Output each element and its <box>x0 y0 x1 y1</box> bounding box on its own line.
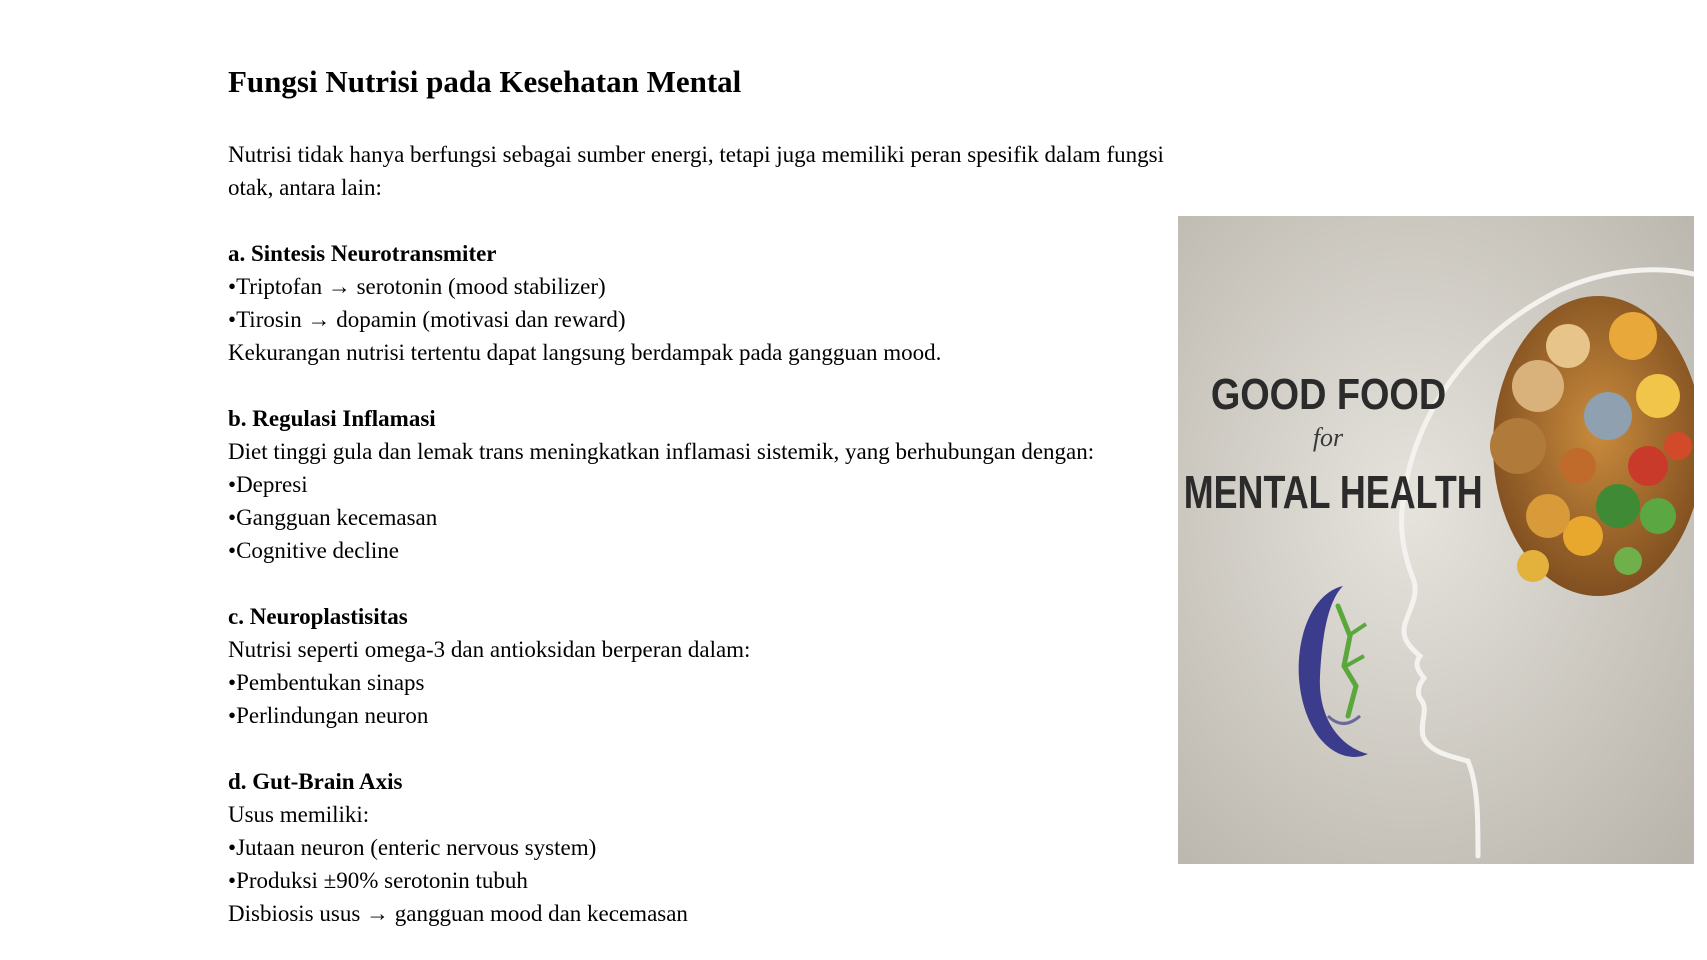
bullet-item: •Jutaan neuron (enteric nervous system) <box>228 831 1188 864</box>
bullet-icon: • <box>228 703 237 728</box>
section-note: Disbiosis usus → gangguan mood dan kecemasan <box>228 901 688 926</box>
section-heading: b. Regulasi Inflamasi <box>228 406 436 431</box>
bullet-icon: • <box>228 505 237 530</box>
bullet-icon: • <box>228 307 237 332</box>
section-intro: Usus memiliki: <box>228 802 370 827</box>
bullet-item: •Perlindungan neuron <box>228 699 1188 732</box>
intro-paragraph <box>228 138 1188 204</box>
section-note: Kekurangan nutrisi tertentu dapat langsung berdampak pada gangguan mood. <box>228 340 942 365</box>
bullet-icon: • <box>228 472 237 497</box>
good-food-mental-health-image <box>1178 216 1694 864</box>
intro-line: otak, antara lain: <box>228 175 382 200</box>
bullet-icon: • <box>228 835 237 860</box>
bullet-item: •Cognitive decline <box>228 534 1188 567</box>
section-intro: Nutrisi seperti omega-3 dan antioksidan berperan dalam: <box>228 637 751 662</box>
section-heading: a. Sintesis Neurotransmiter <box>228 241 497 266</box>
image-title-line1: GOOD FOOD <box>1210 369 1447 419</box>
bullet-item: •Produksi ±90% serotonin tubuh <box>228 864 1188 897</box>
bullet-item: •Depresi <box>228 468 1188 501</box>
bullet-item: •Pembentukan sinaps <box>228 666 1188 699</box>
section-inflammation <box>228 402 1188 567</box>
page-title: Fungsi Nutrisi pada Kesehatan Mental <box>228 64 742 99</box>
bullet-item: •Triptofan → serotonin (mood stabilizer) <box>228 270 1188 303</box>
intro-line: Nutrisi tidak hanya berfungsi sebagai sumber energi, tetapi juga memiliki peran spesifik dalam fungsi <box>228 142 1164 167</box>
section-intro: Diet tinggi gula dan lemak trans meningkatkan inflamasi sistemik, yang berhubungan dengan: <box>228 439 1095 464</box>
section-heading: c. Neuroplastisitas <box>228 604 408 629</box>
section-neurotransmitter <box>228 237 1188 369</box>
bullet-item: •Tirosin → dopamin (motivasi dan reward) <box>228 303 1188 336</box>
image-title-line3: MENTAL HEALTH <box>1183 466 1483 519</box>
section-neuroplasticity <box>228 600 1188 732</box>
bullet-icon: • <box>228 868 237 893</box>
bullet-item: •Gangguan kecemasan <box>228 501 1188 534</box>
image-title-line2: for <box>1312 423 1344 452</box>
section-heading: d. Gut-Brain Axis <box>228 769 403 794</box>
section-gut-brain-axis <box>228 765 1188 930</box>
bullet-icon: • <box>228 538 237 563</box>
document-body <box>228 138 1188 930</box>
bullet-icon: • <box>228 274 237 299</box>
bullet-icon: • <box>228 670 237 695</box>
